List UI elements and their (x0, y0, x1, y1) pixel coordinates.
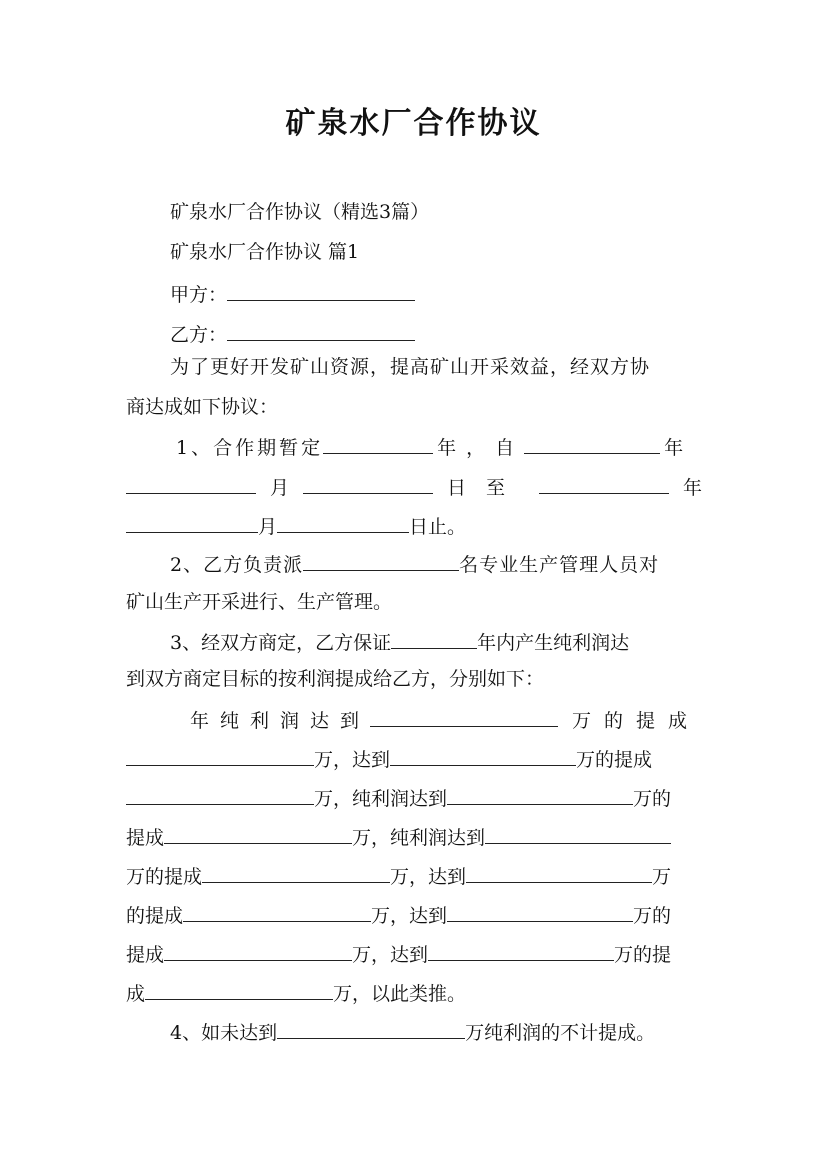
clause1-line2 (126, 473, 702, 500)
clause1-text-c: 年 (664, 437, 684, 459)
clause1-text-b: 年，自 (437, 437, 525, 459)
tier-text-m: 万，达到 (371, 905, 448, 927)
clause3-text-b: 年内产生纯利润达 (477, 632, 630, 654)
tier-text-r: 成 (126, 983, 146, 1005)
tier-blank-6[interactable] (164, 823, 352, 844)
tier-line7 (126, 940, 671, 967)
clause3-line2: 到双方商定目标的按利润提成给乙方，分别如下： (126, 668, 545, 690)
clause1-blank-start-day[interactable] (303, 473, 433, 494)
tier-line3 (126, 784, 671, 811)
tier-text-o: 提成 (126, 944, 165, 966)
clause1-blank-years[interactable] (323, 433, 433, 454)
tier-text-s: 万，以此类推。 (333, 983, 467, 1005)
clause1-blank-end-day[interactable] (277, 512, 409, 533)
tier-text-k: 万 (652, 866, 672, 888)
section-heading: 矿泉水厂合作协议 篇1 (170, 241, 360, 263)
clause1-text-e: 日至 (446, 477, 525, 499)
party-b-blank[interactable] (227, 320, 415, 341)
clause2-text-a: 2、乙方负责派 (170, 554, 304, 576)
tier-blank-2[interactable] (126, 745, 314, 766)
intro-line-1: 为了更好开发矿山资源，提高矿山开采效益，经双方协 (170, 356, 651, 378)
tier-text-j: 万，达到 (390, 866, 467, 888)
document-title: 矿泉水厂合作协议 (285, 106, 542, 141)
clause1-line1 (176, 433, 683, 460)
clause4-text-a: 4、如未达到 (170, 1022, 278, 1044)
tier-text-g: 提成 (126, 827, 165, 849)
tier-text-p: 万，达到 (352, 944, 429, 966)
tier-text-l: 的提成 (126, 905, 184, 927)
tier-blank-8[interactable] (202, 862, 390, 883)
tier-text-a: 年纯利润达到 (190, 710, 371, 732)
tier-text-n: 万的 (633, 905, 672, 927)
clause1-text-f: 年 (682, 477, 702, 499)
clause2-blank-count[interactable] (303, 550, 459, 571)
clause2-line1 (170, 550, 659, 577)
clause1-blank-end-month[interactable] (126, 512, 258, 533)
tier-blank-1[interactable] (370, 706, 558, 727)
tier-line5 (126, 862, 671, 889)
tier-text-q: 万的提 (614, 944, 672, 966)
tier-blank-9[interactable] (466, 862, 652, 883)
clause4-text-b: 万纯利润的不计提成。 (465, 1022, 656, 1044)
tier-text-c: 万，达到 (314, 749, 391, 771)
tier-blank-10[interactable] (183, 901, 371, 922)
clause4-blank[interactable] (277, 1018, 465, 1039)
tier-text-h: 万，纯利润达到 (352, 827, 486, 849)
tier-blank-14[interactable] (145, 979, 333, 1000)
clause1-text-d: 月 (269, 477, 289, 499)
clause2-line2: 矿山生产开采进行、生产管理。 (126, 591, 393, 613)
tier-text-b: 万的提成 (572, 710, 701, 732)
clause2-text-b: 名专业生产管理人员对 (459, 554, 660, 576)
party-a-blank[interactable] (227, 280, 415, 301)
clause1-text-g: 月 (258, 516, 278, 538)
tier-line8 (126, 979, 466, 1006)
tier-blank-12[interactable] (164, 940, 352, 961)
tier-text-e: 万，纯利润达到 (314, 788, 448, 810)
party-a-line (170, 280, 415, 307)
clause4-line (170, 1018, 655, 1045)
subtitle-line: 矿泉水厂合作协议（精选3篇） (170, 201, 430, 223)
party-b-line (170, 320, 415, 347)
tier-blank-4[interactable] (126, 784, 314, 805)
clause1-blank-end-year[interactable] (539, 473, 669, 494)
clause3-blank-years[interactable] (391, 628, 477, 649)
intro-line-2: 商达成如下协议： (126, 396, 279, 418)
clause1-text-a: 1、合作期暂定 (176, 437, 324, 459)
clause1-text-h: 日止。 (409, 516, 467, 538)
tier-text-f: 万的 (633, 788, 672, 810)
party-b-label: 乙方： (170, 324, 228, 346)
tier-blank-5[interactable] (447, 784, 633, 805)
clause3-line1 (170, 628, 629, 655)
tier-text-i: 万的提成 (126, 866, 203, 888)
party-a-label: 甲方： (170, 284, 228, 306)
tier-blank-11[interactable] (447, 901, 633, 922)
tier-line1 (190, 706, 700, 733)
clause3-text-a: 3、经双方商定，乙方保证 (170, 632, 392, 654)
tier-line2 (126, 745, 652, 772)
tier-blank-13[interactable] (428, 940, 614, 961)
tier-blank-7[interactable] (485, 823, 671, 844)
clause1-line3 (126, 512, 466, 539)
tier-blank-3[interactable] (390, 745, 576, 766)
tier-line4 (126, 823, 671, 850)
tier-text-d: 万的提成 (576, 749, 653, 771)
clause1-blank-start-year[interactable] (524, 433, 660, 454)
tier-line6 (126, 901, 671, 928)
clause1-blank-start-month[interactable] (126, 473, 256, 494)
